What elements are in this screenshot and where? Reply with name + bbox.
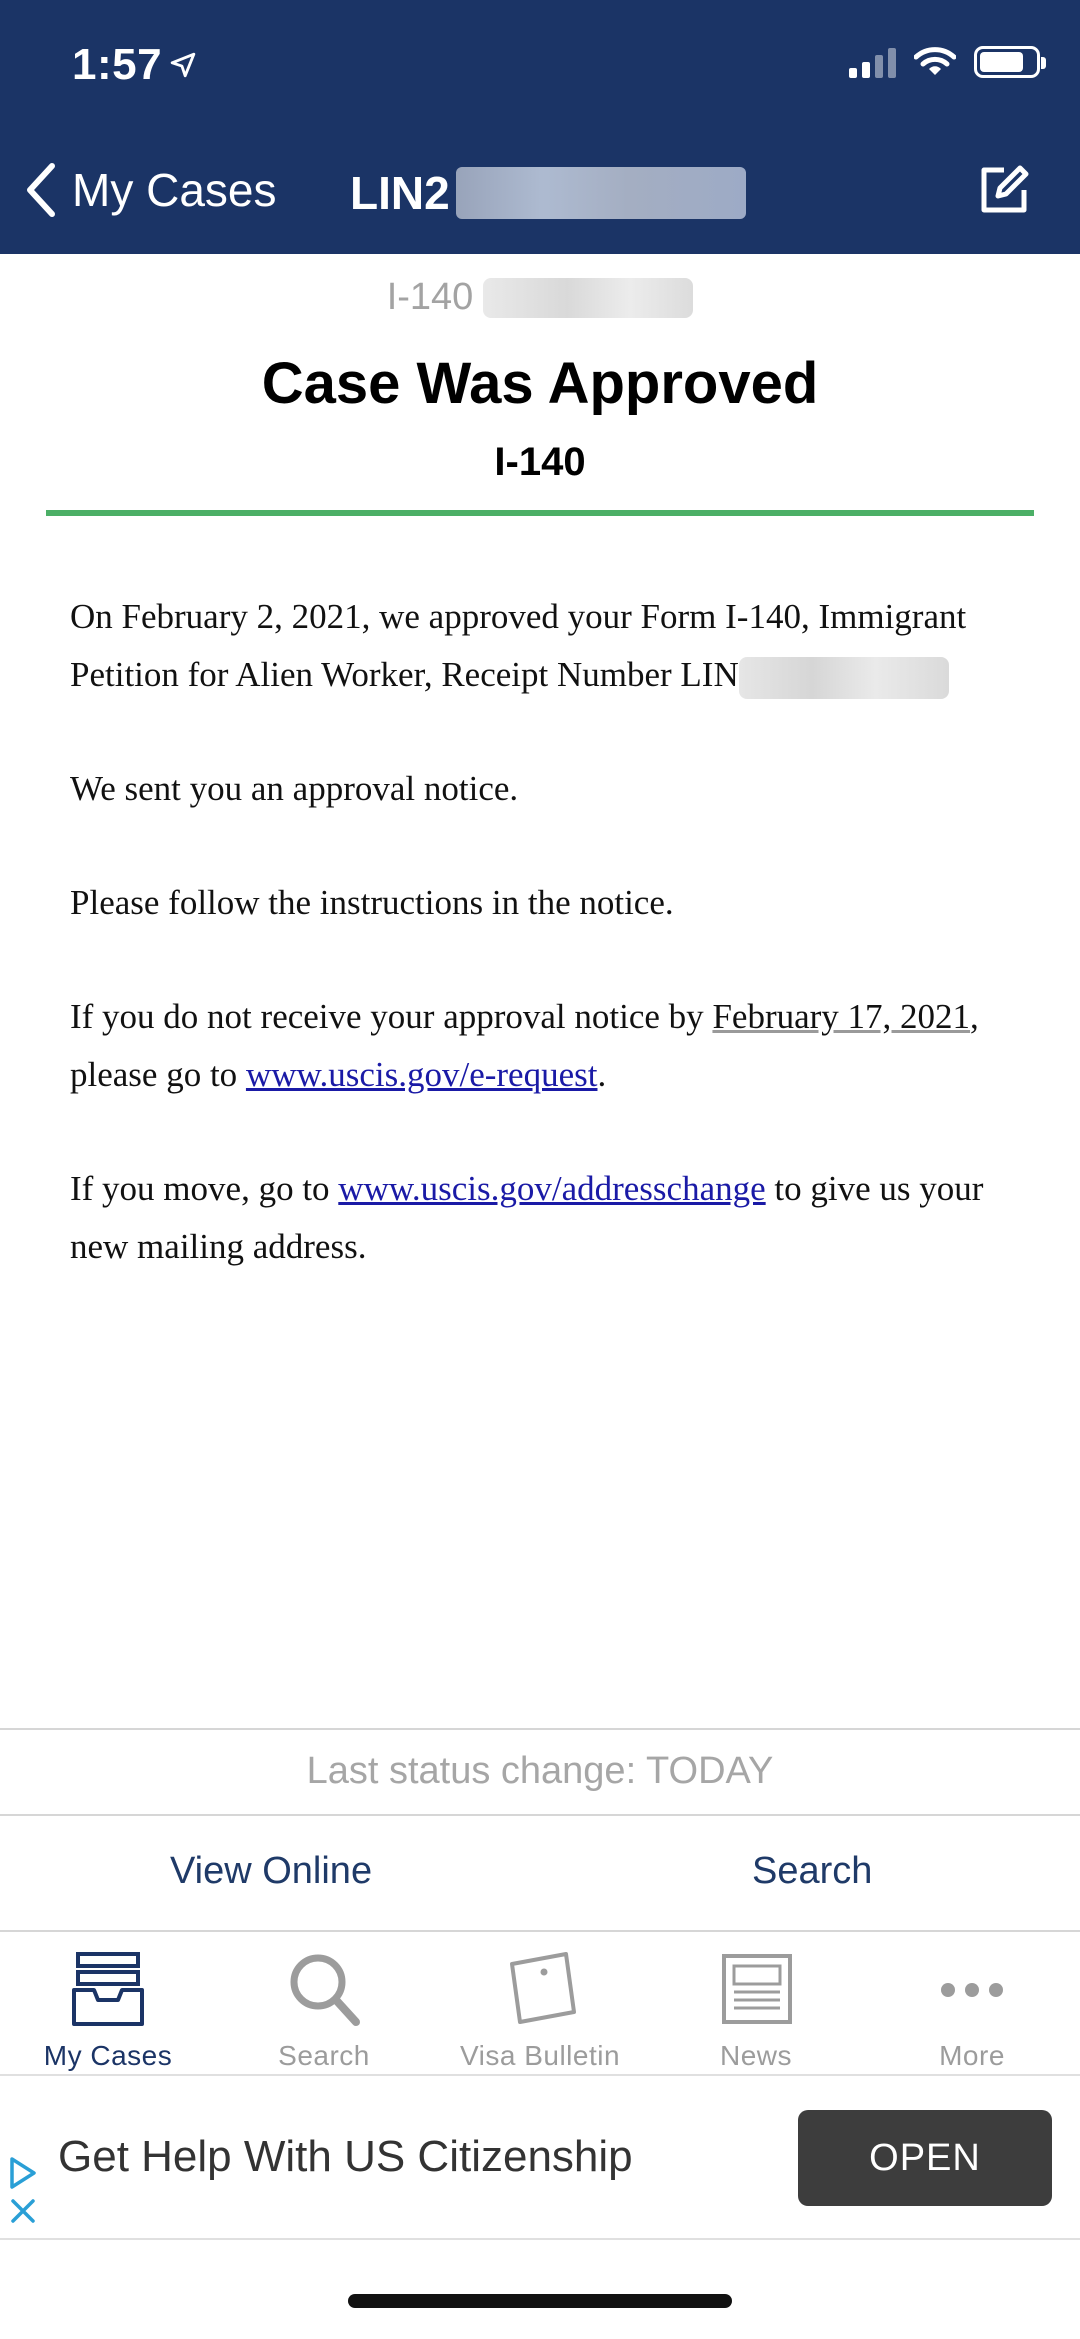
status-time — [72, 40, 196, 90]
search-icon — [284, 1950, 364, 2030]
message-text: , please go to — [70, 997, 979, 1094]
tab-more[interactable] — [864, 1932, 1080, 2072]
tab-search[interactable] — [216, 1932, 432, 2072]
more-dots-icon — [932, 1950, 1012, 2030]
ad-text: Get Help With US Citizenship — [58, 2132, 633, 2181]
last-status-change: Last status change: TODAY — [306, 1750, 774, 1792]
message-text: to give us your new mailing address. — [70, 1169, 984, 1266]
divider — [0, 1728, 1080, 1730]
edit-icon[interactable] — [974, 160, 1034, 220]
e-request-link[interactable]: www.uscis.gov/e-request — [245, 1055, 598, 1094]
address-change-link[interactable]: www.uscis.gov/addresschange — [338, 1169, 766, 1208]
message-text: On February 2, 2021, we approved your Form I-140, Immigrant Petition for Alien Worker, Receipt Number — [70, 597, 967, 694]
location-arrow-icon — [170, 52, 196, 78]
form-subtitle-text: I-140 — [386, 276, 474, 318]
status-time-text: 1:57 — [72, 40, 163, 89]
redacted-blur — [739, 657, 949, 699]
tab-label: Search — [278, 2040, 370, 2071]
receipt-number-title — [350, 166, 746, 220]
inbox-tray-icon — [68, 1950, 148, 2030]
status-icons — [849, 46, 1040, 78]
ad-choices-icon[interactable] — [8, 2156, 38, 2190]
message-paragraph-3: Please follow the instructions in the notice. — [70, 883, 674, 922]
newspaper-icon — [716, 1950, 796, 2030]
wifi-icon — [914, 46, 956, 78]
back-button[interactable] — [22, 160, 276, 220]
tab-label: News — [719, 2040, 792, 2071]
notice-deadline-date: February 17, 2021 — [712, 997, 971, 1036]
app-header — [0, 0, 1080, 254]
message-paragraph-1 — [70, 588, 1010, 704]
back-label: My Cases — [72, 164, 277, 216]
tab-label: More — [939, 2040, 1005, 2071]
message-paragraph-5 — [70, 1160, 1010, 1276]
ad-banner[interactable] — [0, 2074, 1080, 2240]
message-text: If you do not receive your approval notice by — [70, 997, 713, 1036]
tab-bar — [0, 1932, 1080, 2072]
divider — [0, 1814, 1080, 1816]
message-paragraph-4 — [70, 988, 1010, 1104]
bulletin-note-icon — [500, 1950, 580, 2030]
redacted-blur — [456, 167, 746, 219]
status-accent-line — [46, 510, 1034, 516]
tab-label: Visa Bulletin — [459, 2040, 621, 2071]
tab-visa-bulletin[interactable] — [432, 1932, 648, 2072]
redacted-blur — [483, 278, 693, 318]
message-text: . — [597, 1055, 607, 1094]
home-indicator[interactable] — [348, 2294, 732, 2308]
case-status-title: Case Was Approved — [261, 351, 819, 416]
case-message — [70, 588, 1010, 1332]
chevron-left-icon — [22, 160, 62, 220]
case-form-type: I-140 — [494, 440, 586, 484]
message-paragraph-2: We sent you an approval notice. — [70, 769, 519, 808]
battery-icon — [974, 46, 1040, 78]
tab-my-cases[interactable] — [0, 1932, 216, 2072]
close-icon[interactable] — [8, 2196, 38, 2226]
receipt-number-partial: LIN — [680, 655, 739, 694]
view-online-button[interactable]: View Online — [170, 1850, 373, 1892]
ad-open-button[interactable]: OPEN — [798, 2110, 1052, 2206]
tab-label: My Cases — [43, 2040, 173, 2071]
message-text: If you move, go to — [70, 1169, 339, 1208]
cellular-signal-icon — [849, 46, 896, 78]
tab-news[interactable] — [648, 1932, 864, 2072]
form-subtitle — [0, 276, 1080, 319]
search-button[interactable]: Search — [752, 1850, 873, 1892]
receipt-number-visible: LIN2 — [350, 167, 450, 219]
